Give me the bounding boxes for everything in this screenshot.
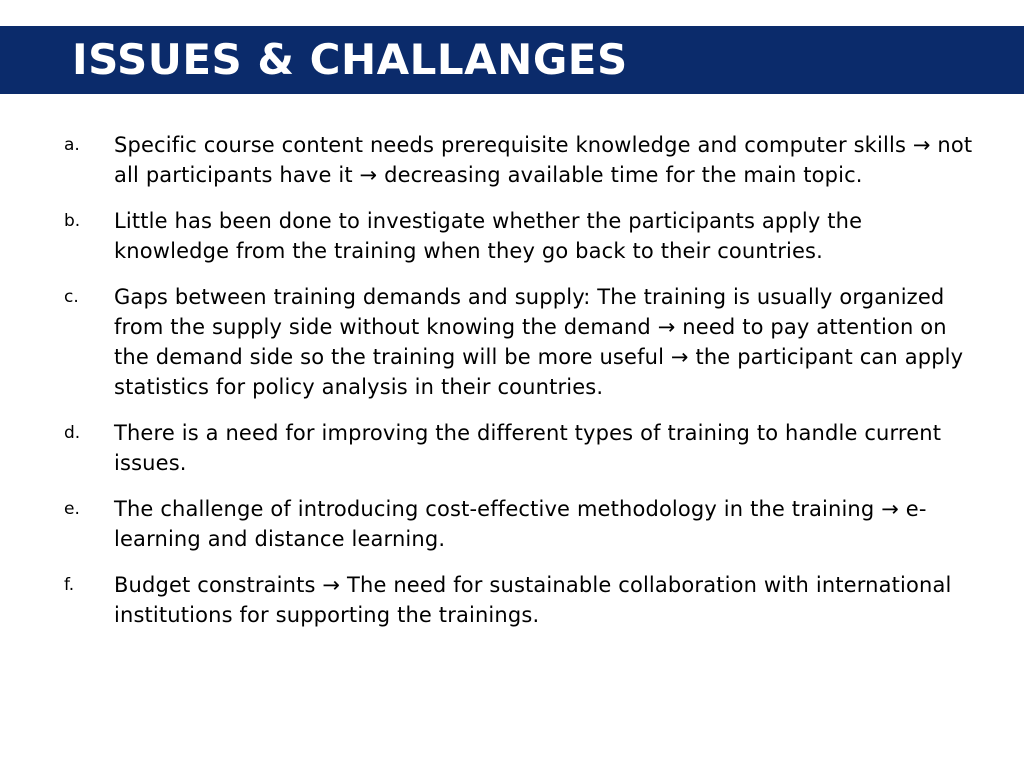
list-item-text: Little has been done to investigate whether the participants apply the knowledge from the training when they go back to their countries. [114,209,863,263]
list-item-text: Budget constraints → The need for sustainable collaboration with international institutions for supporting the trainings. [114,573,952,627]
list-item [64,418,984,478]
list-marker: c. [64,287,79,307]
issues-list [64,130,984,646]
list-item [64,570,984,630]
list-marker: e. [64,499,80,519]
list-item-text: Specific course content needs prerequisite knowledge and computer skills → not all participants have it → decreasing available time for the main topic. [114,133,973,187]
list-item [64,282,984,402]
list-item [64,206,984,266]
list-item [64,130,984,190]
list-item [64,494,984,554]
list-marker: d. [64,423,81,443]
list-marker: a. [64,135,80,155]
title-bar [0,26,1024,94]
list-item-text: There is a need for improving the different types of training to handle current issues. [114,421,942,475]
list-item-text: The challenge of introducing cost-effective methodology in the training → e-learning and distance learning. [114,497,927,551]
list-marker: b. [64,211,81,231]
slide-title: ISSUES & CHALLANGES [72,35,628,84]
list-marker: f. [64,575,75,595]
list-item-text: Gaps between training demands and supply: The training is usually organized from the supply side without knowing the demand → need to pay attention on the demand side so the training will be more useful → the participant can apply statistics for policy analysis in their countries. [114,285,964,399]
